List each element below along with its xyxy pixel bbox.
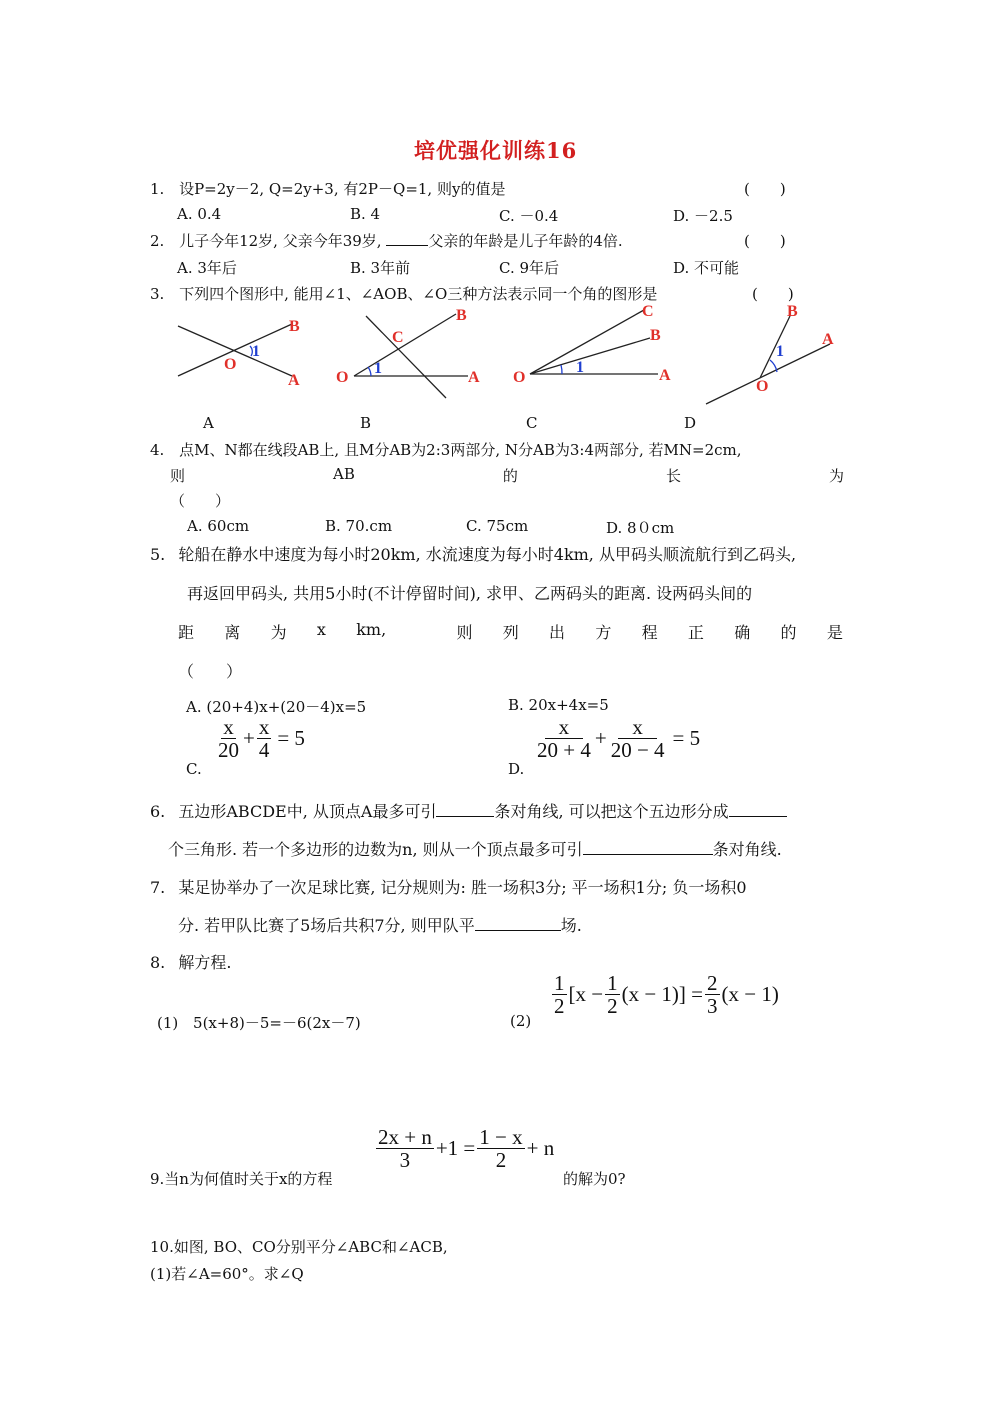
q6-blank-1 xyxy=(436,802,494,817)
q8-part-2-label: (2) xyxy=(510,1012,532,1030)
fraction: $\frac{2x + n}{3}$ xyxy=(378,1125,432,1173)
q9-prefix: 9.当n为何值时关于x的方程 xyxy=(150,1170,333,1188)
fraction: $\frac{x}{20 - 4}$ xyxy=(610,715,665,763)
fig-d-arc xyxy=(770,360,777,372)
question-5 xyxy=(150,542,796,565)
q5-word: 离 xyxy=(224,623,241,642)
q3-figure-label-d: D xyxy=(684,414,697,432)
q5-option-d-formula: $\frac{x}{20 + 4}$ + $\frac{x}{20 - 4}$ = 5 xyxy=(537,715,701,763)
q4-option-a: A. 60cm xyxy=(187,517,250,535)
q4-line2 xyxy=(170,465,844,486)
q1-number: 1. xyxy=(150,180,165,198)
q5-word: 确 xyxy=(734,623,751,642)
q4-word: 则 xyxy=(170,467,186,485)
q5-option-d-label: D. xyxy=(508,760,525,778)
q7-line2a: 分. 若甲队比赛了5场后共积7分, 则甲队平 xyxy=(178,916,475,935)
q1-option-c: C. －0.4 xyxy=(499,207,559,225)
fig-b-label-c: C xyxy=(392,329,404,346)
fig-b-ray-ob xyxy=(354,314,456,376)
q4-answer-paren: （ ） xyxy=(170,492,231,510)
q5-number: 5. xyxy=(150,545,166,564)
fig-d-line xyxy=(706,344,830,404)
fig-a-label-o: O xyxy=(224,356,237,373)
q2-stem-b: 父亲的年龄是儿子年龄的4倍. xyxy=(428,232,623,250)
fig-c-label-1: 1 xyxy=(576,359,584,376)
q2-option-d: D. 不可能 xyxy=(673,259,740,277)
fraction: $\frac{1}{2}$ xyxy=(607,971,618,1019)
q1-option-d: D. －2.5 xyxy=(673,207,733,225)
q7-blank xyxy=(475,916,561,931)
q5-word: 程 xyxy=(641,623,658,642)
q5-line1: 轮船在静水中速度为每小时20km, 水流速度为每小时4km, 从甲码头顺流航行到乙码头, xyxy=(178,545,797,564)
page-title: 培优强化训练16 xyxy=(414,138,578,163)
fig-b-arc xyxy=(368,367,371,376)
fraction: $\frac{x}{4}$ xyxy=(258,715,270,763)
fig-c-label-c: C xyxy=(642,303,654,320)
q10-line2: (1)若∠A=60°。求∠Q xyxy=(150,1265,304,1283)
q4-option-c: C. 75cm xyxy=(466,517,529,535)
q7-line2 xyxy=(178,913,582,936)
q5-word: 距 xyxy=(178,623,195,642)
q6-text-c: 个三角形. 若一个多边形的边数为n, 则从一个顶点最多可引 xyxy=(168,840,583,859)
q3-figure-label-a: A xyxy=(203,414,214,432)
question-2 xyxy=(150,230,623,251)
q4-word: 长 xyxy=(665,467,681,485)
q4-option-b: B. 70.cm xyxy=(325,517,393,535)
q5-line3 xyxy=(178,620,843,643)
q4-word: 的 xyxy=(502,467,518,485)
q6-blank-3 xyxy=(583,840,713,855)
q7-line2b: 场. xyxy=(560,916,582,935)
q8-stem: 解方程. xyxy=(178,953,232,972)
q8-part-1-equation: 5(x+8)－5=－6(2x－7) xyxy=(193,1014,361,1032)
fraction: $\frac{2}{3}$ xyxy=(707,971,718,1019)
q7-number: 7. xyxy=(150,878,166,897)
q9-suffix: 的解为0? xyxy=(563,1170,626,1188)
fig-d-label-a: A xyxy=(822,331,834,348)
fig-c-arc xyxy=(561,365,562,374)
fig-b-label-a: A xyxy=(468,369,480,386)
question-8 xyxy=(150,950,231,973)
q2-blank xyxy=(386,231,428,246)
fig-c-label-b: B xyxy=(650,327,661,344)
q4-number: 4. xyxy=(150,441,165,459)
q8-number: 8. xyxy=(150,953,166,972)
fig-d-label-o: O xyxy=(756,378,769,395)
q4-word: AB xyxy=(333,465,355,483)
fraction: $\frac{1 - x}{2}$ xyxy=(479,1125,523,1173)
fig-a-label-b: B xyxy=(289,318,300,335)
fig-d-ray-ob xyxy=(760,316,790,378)
fig-b-label-b: B xyxy=(456,307,467,324)
q6-line2 xyxy=(168,837,782,860)
q10-line1: 10.如图, BO、CO分别平分∠ABC和∠ACB, xyxy=(150,1238,448,1256)
q3-figure-label-b: B xyxy=(360,414,372,432)
fig-c-label-o: O xyxy=(513,369,526,386)
q1-answer-paren: ( ) xyxy=(744,180,786,198)
q6-text-a: 五边形ABCDE中, 从顶点A最多可引 xyxy=(178,802,437,821)
q5-answer-paren: （ ） xyxy=(178,662,243,681)
q6-text-d: 条对角线. xyxy=(712,840,782,859)
q1-option-b: B. 4 xyxy=(350,205,381,223)
q5-option-b: B. 20x+4x=5 xyxy=(508,696,609,714)
q1-option-a: A. 0.4 xyxy=(177,205,222,223)
q5-word: 正 xyxy=(687,623,704,642)
q8-part-1 xyxy=(157,1012,361,1033)
q6-blank-2 xyxy=(729,802,787,817)
fig-c-label-a: A xyxy=(659,367,671,384)
q5-word: 则 xyxy=(456,623,473,642)
fig-d-label-b: B xyxy=(787,303,798,320)
q5-line2: 再返回甲码头, 共用5小时(不计停留时间), 求甲、乙两码头的距离. 设两码头间的 xyxy=(187,584,753,603)
q8-part-2-equation: $\frac{1}{2}$ [x − $\frac{1}{2}$ (x − 1)] = $\frac{2}{3}$ (x − 1) xyxy=(554,971,779,1019)
q2-stem-a: 儿子今年12岁, 父亲今年39岁, xyxy=(179,232,382,250)
question-1 xyxy=(150,178,505,199)
q5-word: km, xyxy=(356,620,387,639)
q5-word: 为 xyxy=(270,623,287,642)
fig-a-label-a: A xyxy=(288,372,300,389)
q3-answer-paren: ( ) xyxy=(752,285,794,303)
q2-answer-paren: ( ) xyxy=(744,232,786,250)
q3-number: 3. xyxy=(150,285,165,303)
q3-angle-figures xyxy=(150,296,870,416)
q5-word: 的 xyxy=(780,623,797,642)
fig-c-ray-oc xyxy=(530,310,644,374)
fig-d-label-1: 1 xyxy=(776,343,784,360)
q2-option-a: A. 3年后 xyxy=(177,259,237,277)
q5-word: 列 xyxy=(502,623,519,642)
q5-word: 出 xyxy=(549,623,566,642)
q4-option-d: D. 8０cm xyxy=(606,519,675,537)
fig-b-label-o: O xyxy=(336,369,349,386)
question-7 xyxy=(150,875,747,898)
q5-option-c-label: C. xyxy=(186,760,202,778)
q2-option-c: C. 9年后 xyxy=(499,259,560,277)
fraction: $\frac{x}{20}$ xyxy=(218,715,239,763)
q1-stem: 设P=2y－2, Q=2y+3, 有2P－Q=1, 则y的值是 xyxy=(179,180,506,198)
q2-option-b: B. 3年前 xyxy=(350,259,411,277)
fig-b-transversal xyxy=(366,316,446,398)
q5-word: 方 xyxy=(595,623,612,642)
q9-equation: $\frac{2x + n}{3}$ +1 = $\frac{1 - x}{2}$ + n xyxy=(378,1125,555,1173)
q5-word: 是 xyxy=(826,623,843,642)
fraction: $\frac{x}{20 + 4}$ xyxy=(537,715,591,763)
q4-word: 为 xyxy=(828,467,844,485)
q4-line1: 点M、N都在线段AB上, 且M分AB为2:3两部分, N分AB为3:4两部分, 若MN=2cm, xyxy=(179,441,742,459)
fraction: $\frac{1}{2}$ xyxy=(554,971,565,1019)
q6-number: 6. xyxy=(150,802,166,821)
q6-text-b: 条对角线, 可以把这个五边形分成 xyxy=(494,802,729,821)
question-6 xyxy=(150,799,787,822)
fig-c-ray-ob xyxy=(530,338,650,374)
q5-word: x xyxy=(316,620,326,639)
q5-option-c-formula: $\frac{x}{20}$ + $\frac{x}{4}$ = 5 xyxy=(218,715,305,763)
q5-option-a: A. (20+4)x+(20－4)x=5 xyxy=(186,698,367,716)
q7-line1: 某足协举办了一次足球比赛, 记分规则为: 胜一场积3分; 平一场积1分; 负一场积0 xyxy=(178,878,747,897)
fig-a-label-1: 1 xyxy=(252,343,260,360)
fig-b-label-1: 1 xyxy=(374,360,382,377)
q2-number: 2. xyxy=(150,232,165,250)
q3-stem: 下列四个图形中, 能用∠1、∠AOB、∠O三种方法表示同一个角的图形是 xyxy=(179,285,658,303)
question-4 xyxy=(150,439,742,460)
q8-part-1-label: (1) xyxy=(157,1014,179,1032)
q3-figure-label-c: C xyxy=(526,414,538,432)
